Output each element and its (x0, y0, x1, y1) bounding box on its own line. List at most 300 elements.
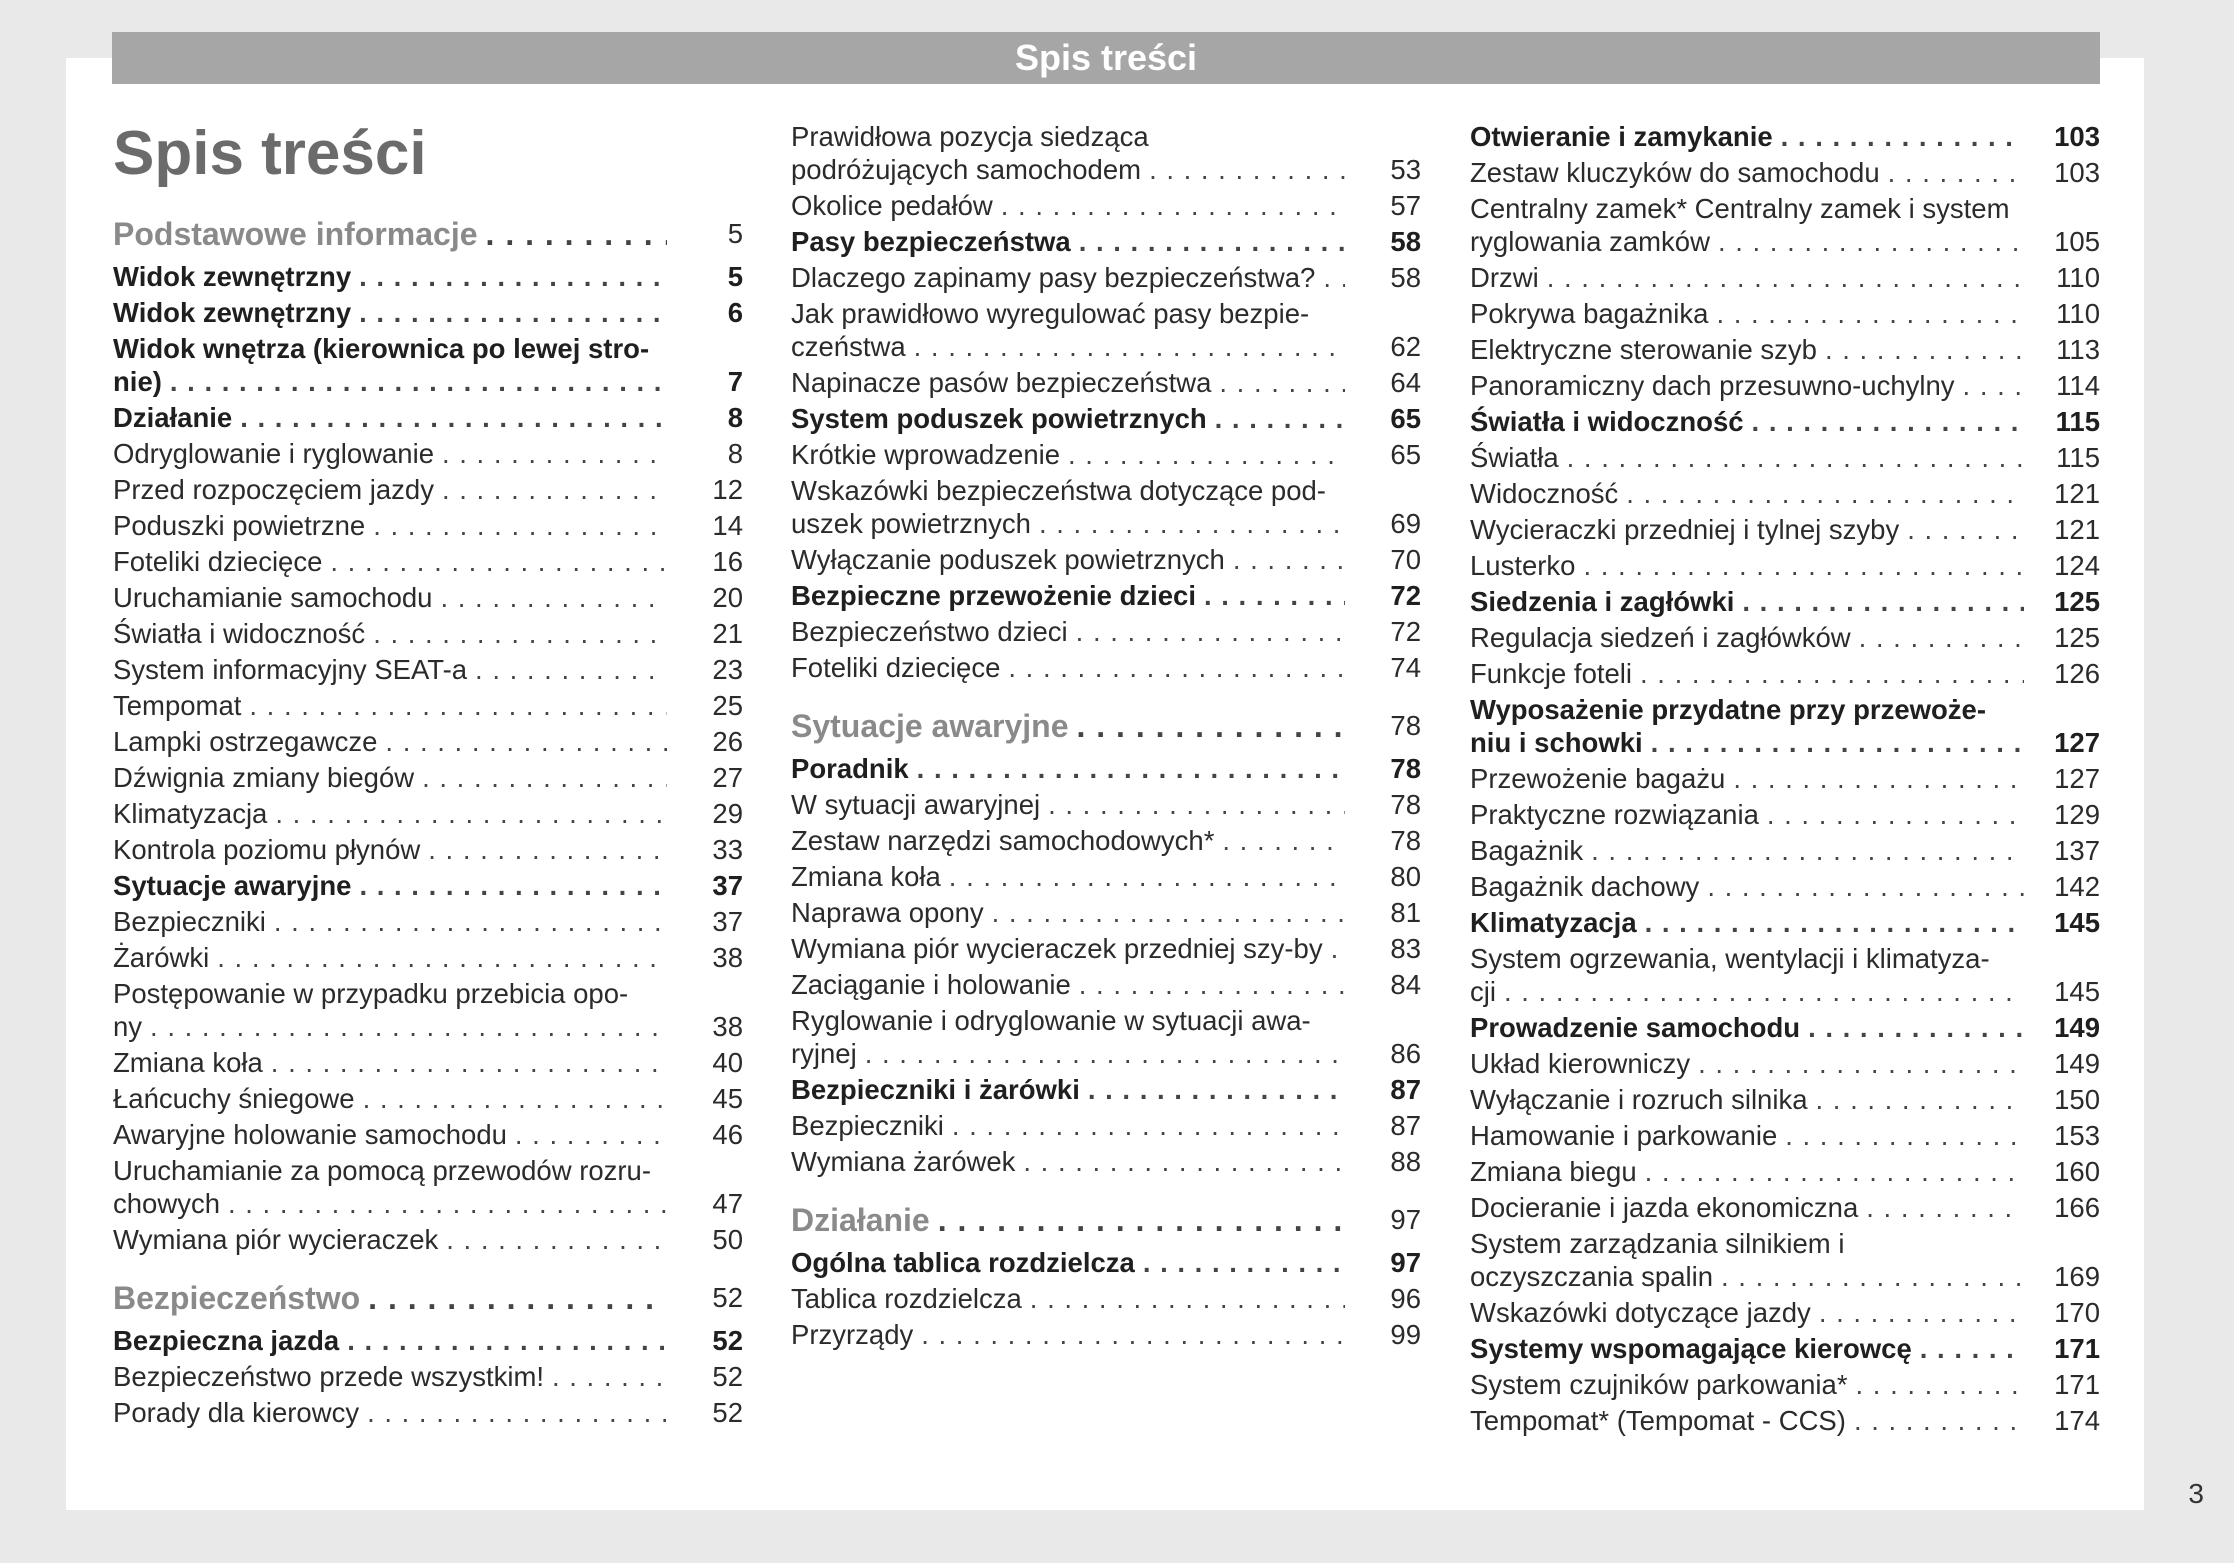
toc-entry[interactable] (1470, 870, 2100, 903)
toc-entry-label: Zestaw kluczyków do samochodu (1470, 157, 1888, 188)
toc-entry-title (791, 261, 1345, 294)
toc-entry[interactable] (791, 1318, 1421, 1351)
toc-entry-page: 86 (1390, 1038, 1421, 1069)
toc-entry-label: Wyłączanie poduszek powietrznych (791, 544, 1233, 575)
toc-entry[interactable] (791, 896, 1421, 929)
toc-entry-label: System zarządzania silnikiem i oczyszczania spalin (1470, 1228, 1845, 1292)
toc-entry-label: Bezpieczna jazda (113, 1325, 347, 1356)
toc-entry-title (1470, 297, 2024, 330)
toc-entry-title (1470, 942, 2024, 1008)
toc-entry-label: System poduszek powietrznych (791, 403, 1215, 434)
toc-entry-label: Bagażnik (1470, 835, 1591, 866)
toc-entry[interactable] (1470, 585, 2100, 618)
toc-entry-title (1470, 906, 2024, 939)
toc-entry-label: Światła i widoczność (1470, 406, 1752, 437)
toc-entry[interactable] (113, 869, 743, 902)
toc-entry-label: Widok zewnętrzny (113, 297, 359, 328)
toc-entry-label: Odryglowanie i ryglowanie (113, 438, 442, 469)
toc-entry-page: 125 (2054, 586, 2100, 617)
toc-entry-label: Dźwignia zmiany biegów (113, 762, 422, 793)
toc-entry-page: 142 (2054, 871, 2100, 902)
toc-entry[interactable] (791, 824, 1421, 857)
toc-entry-title (1470, 549, 2024, 582)
toc-entry-label: W sytuacji awaryjnej (791, 789, 1048, 820)
toc-entry[interactable] (113, 509, 743, 542)
toc-entry-title (113, 296, 667, 329)
toc-entry-title (1470, 870, 2024, 903)
toc-entry[interactable] (1470, 1155, 2100, 1188)
toc-entry-title (791, 438, 1345, 471)
toc-entry-title (791, 189, 1345, 222)
toc-entry[interactable] (113, 1118, 743, 1151)
toc-entry[interactable] (1470, 621, 2100, 654)
toc-entry[interactable] (113, 332, 743, 398)
toc-entry-page: 57 (1390, 190, 1421, 221)
toc-entry-label: Wyposażenie przydatne przy przewoże-niu i schowki (1470, 694, 1987, 758)
toc-entry-label: Porady dla kierowcy (113, 1397, 367, 1428)
toc-entry-label: Wymiana piór wycieraczek (113, 1224, 446, 1255)
toc-entry[interactable] (113, 1396, 743, 1429)
toc-entry[interactable] (791, 402, 1421, 435)
toc-entry-label: Klimatyzacja (1470, 907, 1645, 938)
toc-entry[interactable] (1470, 369, 2100, 402)
toc-entry[interactable] (1470, 1227, 2100, 1293)
toc-entry-title (113, 437, 667, 470)
toc-entry-label: Ryglowanie i odryglowanie w sytuacji awa-ryjnej (791, 1005, 1311, 1069)
toc-entry-page: 38 (712, 1011, 743, 1042)
toc-entry[interactable] (113, 1223, 743, 1256)
toc-entry-page: 52 (712, 1282, 743, 1313)
toc-entry-label: Bezpieczniki i żarówki (791, 1074, 1088, 1105)
toc-entry-page: 53 (1390, 154, 1421, 185)
toc-entry-label: Elektryczne sterowanie szyb (1470, 334, 1825, 365)
toc-entry-title (791, 1200, 1345, 1240)
toc-entry-title (113, 473, 667, 506)
toc-entry[interactable] (113, 581, 743, 614)
toc-entry-title (1470, 693, 2024, 759)
toc-entry[interactable] (1470, 1191, 2100, 1224)
toc-entry[interactable] (113, 1046, 743, 1079)
toc-entry-label: Widok zewnętrzny (113, 261, 359, 292)
toc-entry-title (113, 797, 667, 830)
toc-entry-page: 5 (727, 261, 743, 292)
toc-entry-page: 84 (1390, 969, 1421, 1000)
toc-entry-title (1470, 1191, 2024, 1224)
toc-entry[interactable] (113, 941, 743, 974)
toc-entry-label: Kontrola poziomu płynów (113, 834, 428, 865)
toc-entry-title (791, 1318, 1345, 1351)
toc-entry-title (1470, 261, 2024, 294)
toc-entry[interactable] (1470, 1368, 2100, 1401)
toc-entry-label: Bagażnik dachowy (1470, 871, 1707, 902)
toc-entry[interactable] (113, 833, 743, 866)
toc-entry-title (113, 617, 667, 650)
toc-entry[interactable] (113, 260, 743, 293)
toc-entry[interactable] (1470, 1404, 2100, 1437)
toc-entry-label: Wyłączanie i rozruch silnika (1470, 1084, 1816, 1115)
toc-entry[interactable] (791, 297, 1421, 363)
toc-entry-title (1470, 1368, 2024, 1401)
toc-entry-page: 65 (1390, 403, 1421, 434)
toc-entry-title (791, 1282, 1345, 1315)
toc-entry-page: 124 (2054, 550, 2100, 581)
toc-entry[interactable] (113, 1082, 743, 1115)
toc-entry-label: Zaciąganie i holowanie (791, 969, 1079, 1000)
toc-entry-title (791, 1145, 1345, 1178)
toc-entry-page: 127 (2054, 727, 2100, 758)
toc-entry-page: 160 (2054, 1156, 2100, 1187)
toc-entry-label: System czujników parkowania* (1470, 1369, 1856, 1400)
toc-entry[interactable] (791, 968, 1421, 1001)
toc-entry[interactable] (791, 225, 1421, 258)
toc-entry-title (791, 860, 1345, 893)
toc-entry-title (791, 297, 1345, 363)
toc-entry[interactable] (1470, 477, 2100, 510)
toc-entry-page: 52 (712, 1325, 743, 1356)
toc-entry-label: Praktyczne rozwiązania (1470, 799, 1767, 830)
header-title: Spis treści (1014, 37, 1198, 78)
toc-entry-page: 29 (712, 798, 743, 829)
toc-entry-page: 113 (2056, 334, 2100, 365)
toc-entry[interactable] (1470, 333, 2100, 366)
toc-entry-label: Światła i widoczność (113, 618, 373, 649)
toc-entry[interactable] (791, 1282, 1421, 1315)
toc-entry-title (113, 1046, 667, 1079)
toc-entry-page: 7 (727, 366, 743, 397)
toc-entry-page: 65 (1390, 439, 1421, 470)
toc-entry[interactable] (113, 653, 743, 686)
toc-entry[interactable] (1470, 297, 2100, 330)
toc-entry-label: Foteliki dziecięce (113, 546, 330, 577)
toc-entry[interactable] (113, 761, 743, 794)
toc-entry-page: 171 (2054, 1333, 2100, 1364)
toc-entry[interactable] (791, 1109, 1421, 1142)
toc-entry-page: 27 (712, 762, 743, 793)
toc-entry-page: 45 (712, 1083, 743, 1114)
toc-entry-title (791, 1109, 1345, 1142)
toc-entry[interactable] (1470, 942, 2100, 1008)
toc-entry[interactable] (1470, 834, 2100, 867)
toc-entry[interactable] (791, 189, 1421, 222)
toc-entry[interactable] (791, 752, 1421, 785)
toc-entry-page: 37 (712, 906, 743, 937)
toc-entry[interactable] (791, 788, 1421, 821)
toc-entry-label: Pasy bezpieczeństwa (791, 226, 1079, 257)
toc-entry-page: 126 (2054, 658, 2100, 689)
page-number: 3 (2188, 1478, 2204, 1509)
toc-entry-title (791, 824, 1345, 857)
toc-entry-label: Awaryjne holowanie samochodu (113, 1119, 515, 1150)
toc-entry-page: 37 (712, 870, 743, 901)
toc-entry-page: 70 (1390, 544, 1421, 575)
toc-entry[interactable] (791, 474, 1421, 540)
toc-entry[interactable] (791, 366, 1421, 399)
toc-entry[interactable] (1470, 1047, 2100, 1080)
toc-entry[interactable] (1470, 1296, 2100, 1329)
toc-entry-page: 8 (727, 438, 743, 469)
toc-entry[interactable] (791, 615, 1421, 648)
toc-entry-label: Klimatyzacja (113, 798, 275, 829)
toc-entry-page: 115 (2056, 442, 2100, 473)
toc-entry-page: 12 (712, 474, 743, 505)
toc-entry-page: 78 (1390, 753, 1421, 784)
toc-entry-label: Poradnik (791, 753, 917, 784)
toc-entry-page: 72 (1390, 616, 1421, 647)
toc-entry-title (1470, 1332, 2024, 1365)
toc-entry-page: 96 (1390, 1283, 1421, 1314)
toc-entry-title (791, 706, 1345, 746)
toc-entry-page: 169 (2054, 1261, 2100, 1292)
toc-entry-label: Bezpieczeństwo dzieci (791, 616, 1076, 647)
toc-entry[interactable] (113, 725, 743, 758)
toc-entry-label: Lampki ostrzegawcze (113, 726, 385, 757)
toc-entry-title (1470, 1119, 2024, 1152)
toc-entry[interactable] (113, 437, 743, 470)
toc-entry-page: 78 (1390, 710, 1421, 741)
toc-entry-title (1470, 1047, 2024, 1080)
toc-entry-page: 46 (712, 1119, 743, 1150)
toc-entry-title (791, 896, 1345, 929)
toc-entry-label: Bezpieczeństwo (113, 1280, 368, 1316)
toc-entry[interactable] (791, 1145, 1421, 1178)
toc-entry-label: Docieranie i jazda ekonomiczna (1470, 1192, 1866, 1223)
toc-entry-title (113, 545, 667, 578)
toc-entry-title (113, 581, 667, 614)
toc-entry-label: Przewożenie bagażu (1470, 763, 1733, 794)
toc-entry-title (113, 689, 667, 722)
toc-entry-page: 25 (712, 690, 743, 721)
toc-entry-title (791, 615, 1345, 648)
toc-entry[interactable] (791, 543, 1421, 576)
toc-entry-title (113, 761, 667, 794)
toc-entry-label: Jak prawidłowo wyregulować pasy bezpie-czeństwa (791, 298, 1310, 362)
toc-entry[interactable] (1470, 762, 2100, 795)
toc-entry[interactable] (1470, 192, 2100, 258)
toc-entry[interactable] (791, 706, 1421, 746)
toc-entry-label: Tablica rozdzielcza (791, 1283, 1030, 1314)
toc-entry-page: 47 (712, 1188, 743, 1219)
toc-entry-page: 137 (2054, 835, 2100, 866)
toc-entry[interactable] (1470, 405, 2100, 438)
toc-entry-title (113, 1278, 667, 1318)
toc-entry-page: 103 (2054, 157, 2100, 188)
toc-entry[interactable] (1470, 441, 2100, 474)
toc-column-1 (113, 206, 743, 1432)
toc-entry-page: 153 (2054, 1120, 2100, 1151)
toc-entry-title (791, 968, 1345, 1001)
toc-entry-title (113, 1154, 667, 1220)
toc-entry-title (1470, 834, 2024, 867)
toc-entry-page: 33 (712, 834, 743, 865)
toc-entry[interactable] (113, 1154, 743, 1220)
toc-entry[interactable] (113, 617, 743, 650)
toc-entry-page: 8 (727, 402, 743, 433)
toc-entry-label: Prawidłowa pozycja siedząca podróżujących samochodem (791, 121, 1149, 185)
toc-entry-label: Bezpieczniki (113, 906, 274, 937)
toc-entry[interactable] (113, 214, 743, 254)
toc-entry[interactable] (1470, 657, 2100, 690)
toc-entry-page: 87 (1390, 1110, 1421, 1141)
toc-entry[interactable] (791, 579, 1421, 612)
toc-entry[interactable] (1470, 513, 2100, 546)
toc-entry-title (113, 833, 667, 866)
toc-entry-label: Wymiana żarówek (791, 1146, 1023, 1177)
toc-entry-page: 64 (1390, 367, 1421, 398)
toc-entry-page: 121 (2054, 478, 2100, 509)
toc-entry[interactable] (791, 1246, 1421, 1279)
toc-entry[interactable] (113, 905, 743, 938)
toc-entry[interactable] (791, 261, 1421, 294)
toc-entry-title (113, 1324, 667, 1357)
toc-entry-title (1470, 762, 2024, 795)
toc-entry-title (113, 401, 667, 434)
page-title: Spis treści (113, 119, 427, 188)
toc-entry[interactable] (1470, 906, 2100, 939)
toc-entry-page: 21 (712, 618, 743, 649)
toc-entry-page: 121 (2054, 514, 2100, 545)
toc-entry-title (1470, 333, 2024, 366)
toc-entry-label: Widoczność (1470, 478, 1626, 509)
toc-entry-page: 88 (1390, 1146, 1421, 1177)
toc-entry[interactable] (791, 1073, 1421, 1106)
toc-entry-title (1470, 441, 2024, 474)
toc-entry-label: Wskazówki dotyczące jazdy (1470, 1297, 1819, 1328)
toc-entry[interactable] (1470, 1119, 2100, 1152)
toc-entry-page: 69 (1390, 508, 1421, 539)
toc-entry-label: Działanie (791, 1202, 938, 1238)
toc-entry-page: 50 (712, 1224, 743, 1255)
toc-entry[interactable] (1470, 261, 2100, 294)
toc-entry[interactable] (113, 689, 743, 722)
toc-entry-label: Zmiana koła (791, 861, 949, 892)
toc-entry[interactable] (113, 797, 743, 830)
toc-entry[interactable] (791, 1004, 1421, 1070)
toc-entry[interactable] (791, 860, 1421, 893)
toc-entry[interactable] (1470, 156, 2100, 189)
toc-entry-page: 150 (2054, 1084, 2100, 1115)
toc-entry-title (1470, 1083, 2024, 1116)
toc-entry[interactable] (113, 296, 743, 329)
toc-entry-title (113, 1118, 667, 1151)
toc-entry-title (1470, 513, 2024, 546)
toc-entry-page: 110 (2056, 298, 2100, 329)
toc-entry-page: 83 (1390, 933, 1421, 964)
toc-entry-title (113, 725, 667, 758)
toc-entry[interactable] (791, 438, 1421, 471)
toc-entry-label: Uruchamianie samochodu (113, 582, 440, 613)
toc-entry-label: Pokrywa bagażnika (1470, 298, 1716, 329)
toc-entry-title (791, 579, 1345, 612)
toc-entry[interactable] (1470, 798, 2100, 831)
toc-entry-label: Hamowanie i parkowanie (1470, 1120, 1785, 1151)
toc-entry-title (1470, 1155, 2024, 1188)
toc-entry[interactable] (791, 651, 1421, 684)
toc-entry-page: 62 (1390, 331, 1421, 362)
toc-entry-label: Przed rozpoczęciem jazdy (113, 474, 442, 505)
toc-entry-page: 58 (1390, 262, 1421, 293)
toc-entry[interactable] (1470, 120, 2100, 153)
toc-entry-page: 58 (1390, 226, 1421, 257)
toc-entry-title (1470, 405, 2024, 438)
toc-entry-page: 26 (712, 726, 743, 757)
toc-entry-title (791, 788, 1345, 821)
toc-entry-label: Krótkie wprowadzenie (791, 439, 1068, 470)
toc-entry[interactable] (1470, 549, 2100, 582)
toc-entry-title (791, 651, 1345, 684)
toc-entry-title (791, 120, 1345, 186)
toc-entry[interactable] (113, 401, 743, 434)
toc-entry[interactable] (113, 1278, 743, 1318)
toc-entry-label: Napinacze pasów bezpieczeństwa (791, 367, 1219, 398)
toc-entry-page: 23 (712, 654, 743, 685)
toc-entry[interactable] (113, 545, 743, 578)
toc-entry-label: Panoramiczny dach przesuwno-uchylny (1470, 370, 1963, 401)
toc-entry[interactable] (791, 1200, 1421, 1240)
toc-entry-title (113, 1396, 667, 1429)
toc-entry-title (1470, 798, 2024, 831)
toc-entry-title (1470, 1296, 2024, 1329)
toc-entry[interactable] (791, 120, 1421, 186)
toc-entry[interactable] (1470, 1011, 2100, 1044)
toc-entry-page: 16 (712, 546, 743, 577)
toc-entry-label: Uruchamianie za pomocą przewodów rozru-chowych (113, 1155, 652, 1219)
toc-entry-page: 105 (2054, 226, 2100, 257)
toc-entry-label: Światła (1470, 442, 1567, 473)
toc-entry-title (791, 225, 1345, 258)
toc-entry-page: 115 (2055, 406, 2100, 437)
toc-entry-page: 149 (2054, 1048, 2100, 1079)
toc-entry[interactable] (113, 1324, 743, 1357)
toc-entry[interactable] (1470, 1332, 2100, 1365)
toc-entry-label: Przyrządy (791, 1319, 921, 1350)
toc-entry[interactable] (113, 977, 743, 1043)
toc-entry-label: Naprawa opony (791, 897, 992, 928)
toc-entry-page: 145 (2054, 907, 2100, 938)
toc-entry-page: 149 (2054, 1012, 2100, 1043)
toc-entry[interactable] (1470, 693, 2100, 759)
toc-entry-title (791, 543, 1345, 576)
toc-entry-page: 97 (1390, 1204, 1421, 1235)
toc-entry-label: Otwieranie i zamykanie (1470, 121, 1781, 152)
toc-entry-title (113, 941, 667, 974)
toc-entry-label: Sytuacje awaryjne (791, 708, 1076, 744)
toc-entry-title (1470, 156, 2024, 189)
toc-entry-title (113, 977, 667, 1043)
toc-entry[interactable] (791, 932, 1421, 965)
toc-entry-label: Siedzenia i zagłówki (1470, 586, 1742, 617)
toc-entry-title (1470, 1227, 2024, 1293)
toc-entry-title (113, 1082, 667, 1115)
toc-entry-title (113, 214, 667, 254)
toc-entry[interactable] (113, 1360, 743, 1393)
toc-entry-label: Bezpieczeństwo przede wszystkim! (113, 1361, 552, 1392)
toc-entry-page: 103 (2054, 121, 2100, 152)
toc-entry-label: Funkcje foteli (1470, 658, 1640, 689)
toc-entry-label: Układ kierowniczy (1470, 1048, 1698, 1079)
toc-entry-page: 6 (727, 297, 743, 328)
toc-entry-title (113, 869, 667, 902)
toc-entry-title (113, 509, 667, 542)
toc-entry-title (791, 1073, 1345, 1106)
toc-entry-page: 170 (2054, 1297, 2100, 1328)
toc-entry[interactable] (113, 473, 743, 506)
toc-entry-title (791, 1004, 1345, 1070)
toc-entry-title (113, 1360, 667, 1393)
toc-entry[interactable] (1470, 1083, 2100, 1116)
toc-column-3 (1470, 120, 2100, 1440)
toc-entry-label: Sytuacje awaryjne (113, 870, 359, 901)
toc-entry-title (113, 905, 667, 938)
